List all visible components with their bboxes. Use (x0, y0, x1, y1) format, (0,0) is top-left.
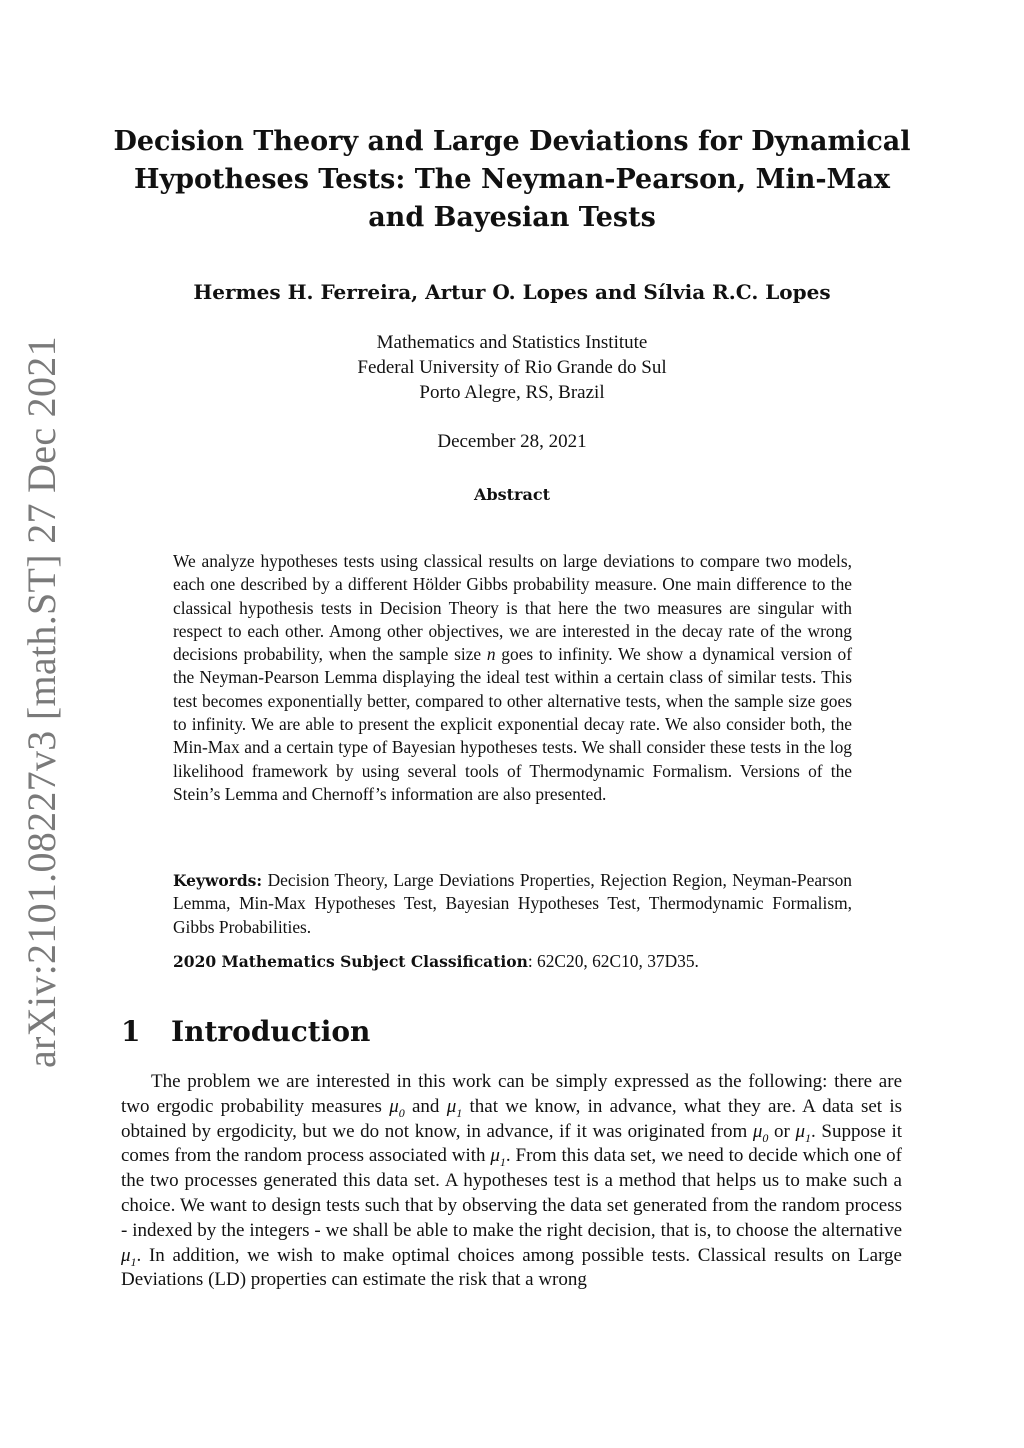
section-title: Introduction (171, 1015, 371, 1048)
section-number: 1 (121, 1015, 141, 1048)
intro-text-4: . From this data set, we need to decide which one of the two processes generated this data set. A hypotheses test is a method that helps us to make such a choice. We want to design tests such that by observing the data set generated from the random process - indexed by the integers - we shall be able to make the right decision, that is, to choose the alternative (121, 1145, 902, 1241)
affiliation (100, 330, 924, 405)
intro-or: or (768, 1120, 796, 1142)
affiliation-line-3: Porto Alegre, RS, Brazil (419, 382, 605, 403)
mu-1: $\mu_1$ (446, 1095, 463, 1120)
mu-1: $\mu_1$ (490, 1145, 506, 1170)
author-list: Hermes H. Ferreira, Artur O. Lopes and Sílvia R.C. Lopes (193, 280, 831, 304)
msc-codes: : 62C20, 62C10, 37D35. (527, 951, 699, 971)
keywords-text: Decision Theory, Large Deviations Properties, Rejection Region, Neyman-Pearson Lemma, Min-Max Hypotheses Test, Bayesian Hypotheses Test, Thermodynamic Formalism, Gibbs Probabilities. (173, 870, 852, 937)
title-line-3: and Bayesian Tests (368, 202, 656, 233)
subject-classification (173, 950, 852, 973)
intro-text-2: that we know, in advance, what they are. A data set is obtained by ergodicity, but we do not know, in advance, if it was originated from (121, 1095, 903, 1142)
mu-0: $\mu_0$ (389, 1095, 405, 1120)
abstract-heading: Abstract (474, 485, 550, 504)
affiliation-line-2: Federal University of Rio Grande do Sul (357, 357, 667, 378)
mu-0: $\mu_0$ (752, 1120, 769, 1145)
mu-1: $\mu_1$ (121, 1244, 137, 1269)
abstract-part-1: We analyze hypotheses tests using classical results on large deviations to compare two models, each one described by a different Hölder Gibbs probability measure. One main difference to the classical hypothesis tests in Decision Theory is that here the two measures are singular with respect to each other. Among other objectives, we are interested in the decay rate of the wrong decisions probability, when the sample size (173, 551, 852, 665)
section-heading-introduction (121, 1012, 901, 1052)
msc-label: 2020 Mathematics Subject Classification (173, 952, 528, 971)
abstract-part-2: goes to infinity. We show a dynamical version of the Neyman-Pearson Lemma displaying the ideal test within a certain class of similar tests. This test becomes exponentially better, compared to other alternative tests, when the sample size goes to infinity. We are able to present the explicit exponential decay rate. We also consider both, the Min-Max and a certain type of Bayesian hypotheses tests. We shall consider these tests in the log likelihood framework by using several tools of Thermodynamic Formalism. Versions of the Stein’s Lemma and Chernoff’s information are also presented. (173, 644, 852, 804)
intro-text-1: The problem we are interested in this work can be simply expressed as the following: there are two ergodic probability measures (121, 1071, 902, 1117)
mu-1: $\mu_1$ (795, 1120, 812, 1145)
arxiv-identifier[interactable]: arXiv:2101.08227v3 [math.ST] 27 Dec 2021 (19, 336, 64, 1068)
introduction-paragraph (121, 1070, 902, 1293)
abstract-text (173, 550, 852, 806)
title-line-2: Hypotheses Tests: The Neyman-Pearson, Min-Max (133, 164, 891, 195)
intro-text-5: . In addition, we wish to make optimal choices among possible tests. Classical results on Large Deviations (LD) properties can estimate the risk that a wrong (121, 1244, 902, 1291)
keywords (173, 869, 852, 939)
keywords-label: Keywords: (173, 871, 263, 890)
paper-title (100, 123, 924, 237)
sample-size-symbol: n (486, 644, 496, 665)
intro-and: and (404, 1095, 447, 1117)
intro-text-3: . Suppose it comes from the random process associated with (121, 1120, 902, 1167)
title-line-1: Decision Theory and Large Deviations for Dynamical (113, 126, 911, 157)
affiliation-line-1: Mathematics and Statistics Institute (376, 332, 648, 353)
publication-date: December 28, 2021 (437, 431, 587, 452)
